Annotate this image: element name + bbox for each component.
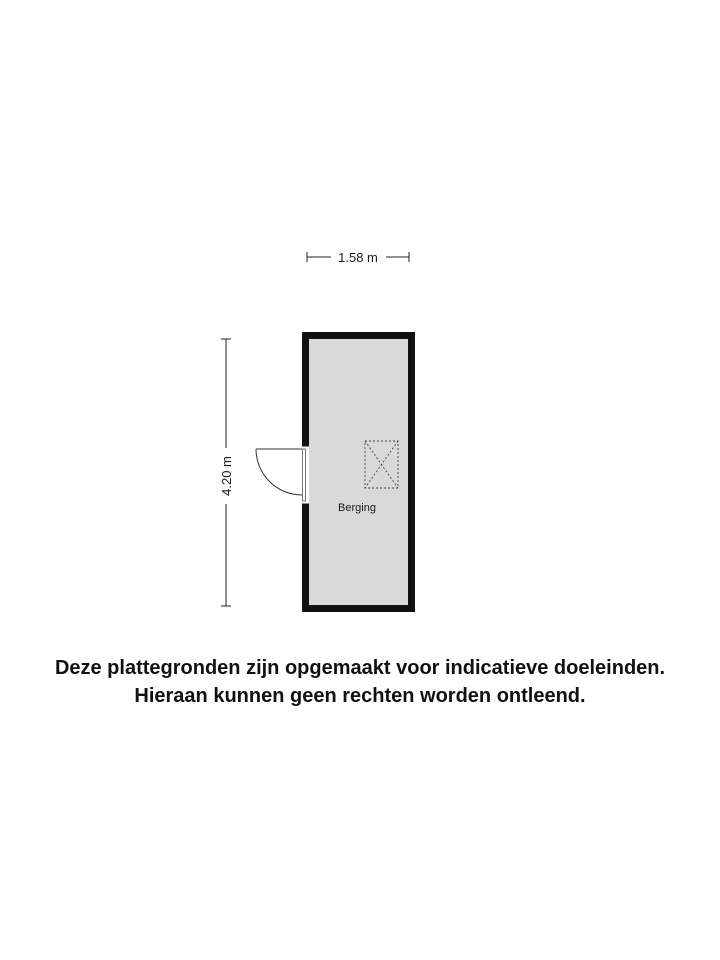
room-label: Berging (338, 502, 376, 514)
width-dimension (307, 250, 409, 265)
disclaimer-line-1: Deze plattegronden zijn opgemaakt voor indicatieve doeleinden. (54, 657, 666, 679)
length-label: 4.20 m (219, 456, 234, 496)
door-swing-icon (256, 449, 302, 495)
width-label: 1.58 m (338, 250, 378, 265)
length-dimension (219, 339, 234, 606)
disclaimer-line-2: Hieraan kunnen geen rechten worden ontleend. (134, 685, 586, 707)
room-floor (309, 339, 408, 605)
